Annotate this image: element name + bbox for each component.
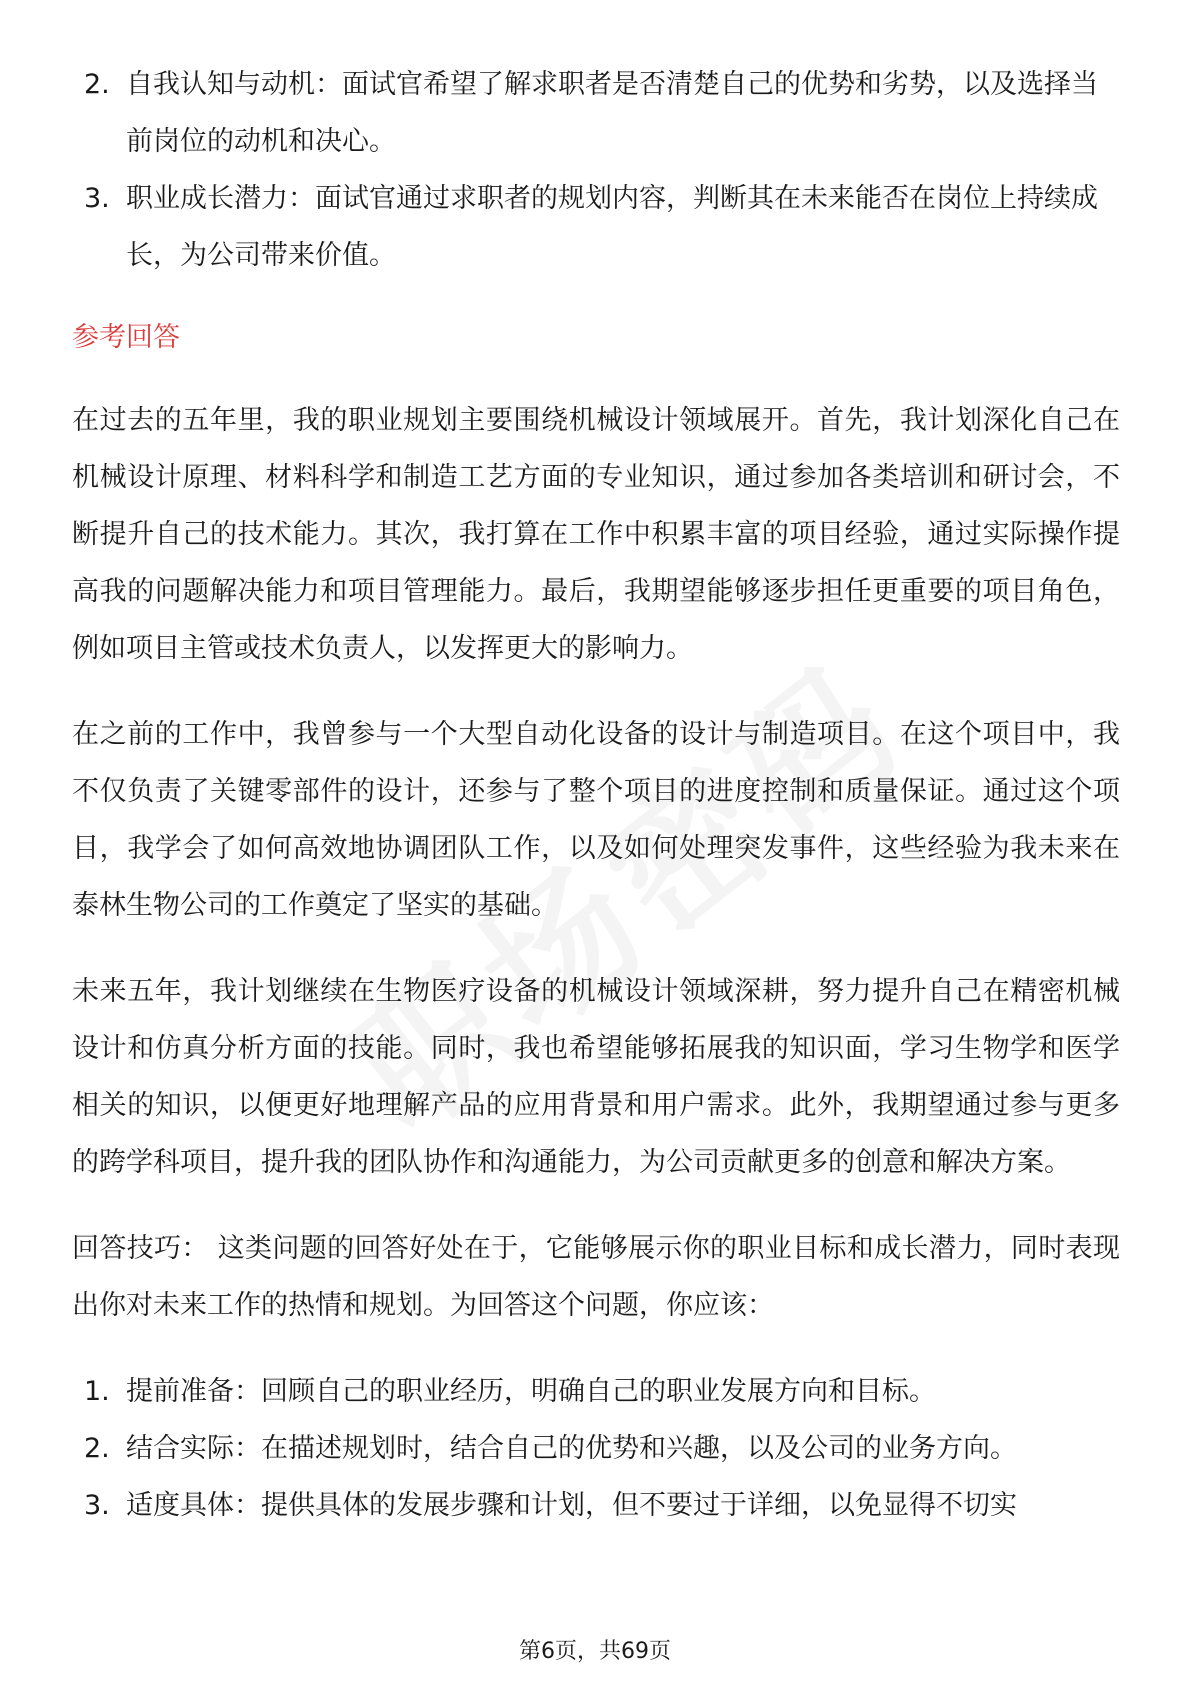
section-title: 参考回答 <box>72 322 180 353</box>
list-text: 适度具体：提供具体的发展步骤和计划，但不要过于详细，以免显得不切实 <box>126 1490 1017 1521</box>
list-item <box>72 170 1120 284</box>
list-text: 结合实际：在描述规划时，结合自己的优势和兴趣，以及公司的业务方向。 <box>126 1433 1017 1464</box>
paragraph: 未来五年，我计划继续在生物医疗设备的机械设计领域深耕，努力提升自己在精密机械设计和仿真分析方面的技能。同时，我也希望能够拓展我的知识面，学习生物学和医学相关的知识，以便更好地理解产品的应用背景和用户需求。此外，我期望通过参与更多的跨学科项目，提升我的团队协作和沟通能力，为公司贡献更多的创意和解决方案。 <box>72 976 1120 1178</box>
list-item <box>72 1477 1120 1534</box>
list-text: 职业成长潜力：面试官通过求职者的规划内容，判断其在未来能否在岗位上持续成长，为公司带来价值。 <box>126 183 1098 271</box>
list-text: 提前准备：回顾自己的职业经历，明确自己的职业发展方向和目标。 <box>126 1376 936 1407</box>
top-ordered-list <box>72 56 1120 284</box>
list-number: 2. <box>84 69 110 100</box>
list-number: 3. <box>84 1490 110 1521</box>
page-footer: 第6页，共69页 <box>519 1639 671 1664</box>
list-number: 3. <box>84 183 110 214</box>
list-number: 2. <box>84 1433 110 1464</box>
list-text: 自我认知与动机：面试官希望了解求职者是否清楚自己的优势和劣势，以及选择当前岗位的动机和决心。 <box>126 69 1098 157</box>
tips-paragraph: 回答技巧： 这类问题的回答好处在于，它能够展示你的职业目标和成长潜力，同时表现出你对未来工作的热情和规划。为回答这个问题，你应该： <box>72 1233 1120 1321</box>
list-number: 1. <box>84 1376 110 1407</box>
list-item <box>72 1363 1120 1420</box>
page-content <box>72 56 1120 1534</box>
bottom-ordered-list <box>72 1363 1120 1534</box>
paragraph: 在过去的五年里，我的职业规划主要围绕机械设计领域展开。首先，我计划深化自己在机械设计原理、材料科学和制造工艺方面的专业知识，通过参加各类培训和研讨会，不断提升自己的技术能力。其次，我打算在工作中积累丰富的项目经验，通过实际操作提高我的问题解决能力和项目管理能力。最后，我期望能够逐步担任更重要的项目角色，例如项目主管或技术负责人，以发挥更大的影响力。 <box>72 405 1120 664</box>
paragraph: 在之前的工作中，我曾参与一个大型自动化设备的设计与制造项目。在这个项目中，我不仅负责了关键零部件的设计，还参与了整个项目的进度控制和质量保证。通过这个项目，我学会了如何高效地协调团队工作，以及如何处理突发事件，这些经验为我未来在泰林生物公司的工作奠定了坚实的基础。 <box>72 719 1120 921</box>
list-item <box>72 1420 1120 1477</box>
list-item <box>72 56 1120 170</box>
